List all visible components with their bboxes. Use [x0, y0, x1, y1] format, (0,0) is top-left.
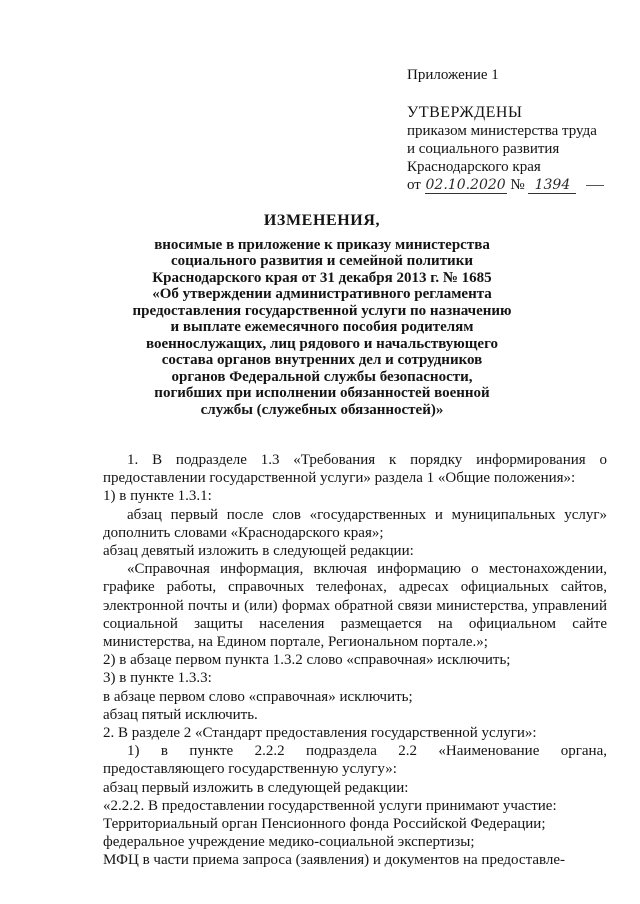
paragraph: 2. В разделе 2 «Стандарт предоставления государственной услуги»:	[103, 725, 537, 742]
title-line: вносимые в приложение к приказу министерства	[154, 236, 490, 253]
title-line: погибших при исполнении обязанностей военной	[154, 385, 490, 401]
paragraph: федеральное учреждение медико-социальной экспертизы;	[103, 834, 475, 851]
paragraph: абзац девятый изложить в следующей редакции:	[103, 543, 414, 560]
paragraph: абзац пятый исключить.	[103, 706, 258, 723]
approval-date-line	[407, 176, 604, 194]
approval-line-1: приказом министерства труда	[407, 123, 597, 139]
paragraph: 1) в пункте 1.3.1:	[103, 488, 212, 505]
from-label: от	[407, 177, 421, 193]
changes-title-block	[80, 213, 564, 418]
approval-block	[407, 104, 604, 194]
paragraph: «2.2.2. В предоставлении государственной услуги принимают участие:	[103, 797, 557, 814]
paragraph: «Справочная информация, включая информацию о местонахождении, графике работы, справочных телефонах, адресах официальных сайтов, электронной почты и (или) формах обратной связи министерства, управлений социальной защиты населения размещается на официальном сайте министерства, на Едином портале, Региональном портале.»;	[103, 561, 607, 651]
approval-line-3: Краснодарского края	[407, 159, 541, 175]
changes-title: ИЗМЕНЕНИЯ,	[263, 212, 381, 229]
paragraph: Территориальный орган Пенсионного фонда Российской Федерации;	[103, 816, 546, 833]
appendix-label: Приложение 1	[407, 67, 499, 83]
title-line: и выплате ежемесячного пособия родителям	[170, 319, 474, 335]
paragraph: абзац первый изложить в следующей редакции:	[103, 779, 409, 796]
title-line: предоставления государственной услуги по назначению	[132, 302, 512, 319]
approval-line-2: и социального развития	[407, 141, 560, 157]
document-body	[103, 451, 607, 870]
handwritten-date: 02.10.2020	[425, 177, 506, 193]
paragraph: 1) в пункте 2.2.2 подраздела 2.2 «Наименование органа, предоставляющего государственную услугу»:	[103, 743, 607, 778]
paragraph: абзац первый после слов «государственных и муниципальных услуг» дополнить словами «Краснодарского края»;	[103, 506, 607, 541]
paragraph: 1. В подразделе 1.3 «Требования к порядку информирования о предоставлении государственной услуги» раздела 1 «Общие положения»:	[103, 452, 607, 487]
trailing-dash	[586, 185, 604, 186]
title-line: военнослужащих, лиц рядового и начальствующего	[145, 335, 499, 352]
title-line: состава органов внутренних дел и сотрудников	[161, 352, 483, 368]
title-line: «Об утверждении административного регламента	[152, 286, 492, 302]
number-label: №	[510, 177, 525, 193]
paragraph: МФЦ в части приема запроса (заявления) и документов на предоставле-	[103, 852, 566, 869]
title-line: Краснодарского края от 31 декабря 2013 г. № 1685	[152, 269, 492, 286]
title-line: социального развития и семейной политики	[171, 253, 473, 269]
handwritten-number: 1394	[528, 177, 576, 194]
approved-heading: УТВЕРЖДЕНЫ	[407, 104, 523, 121]
paragraph: 2) в абзаце первом пункта 1.3.2 слово «справочная» исключить;	[103, 652, 511, 669]
title-line: службы (служебных обязанностей)»	[200, 401, 444, 418]
title-line: органов Федеральной службы безопасности,	[171, 368, 473, 385]
paragraph: в абзаце первом слово «справочная» исключить;	[103, 688, 413, 705]
paragraph: 3) в пункте 1.3.3:	[103, 670, 212, 687]
